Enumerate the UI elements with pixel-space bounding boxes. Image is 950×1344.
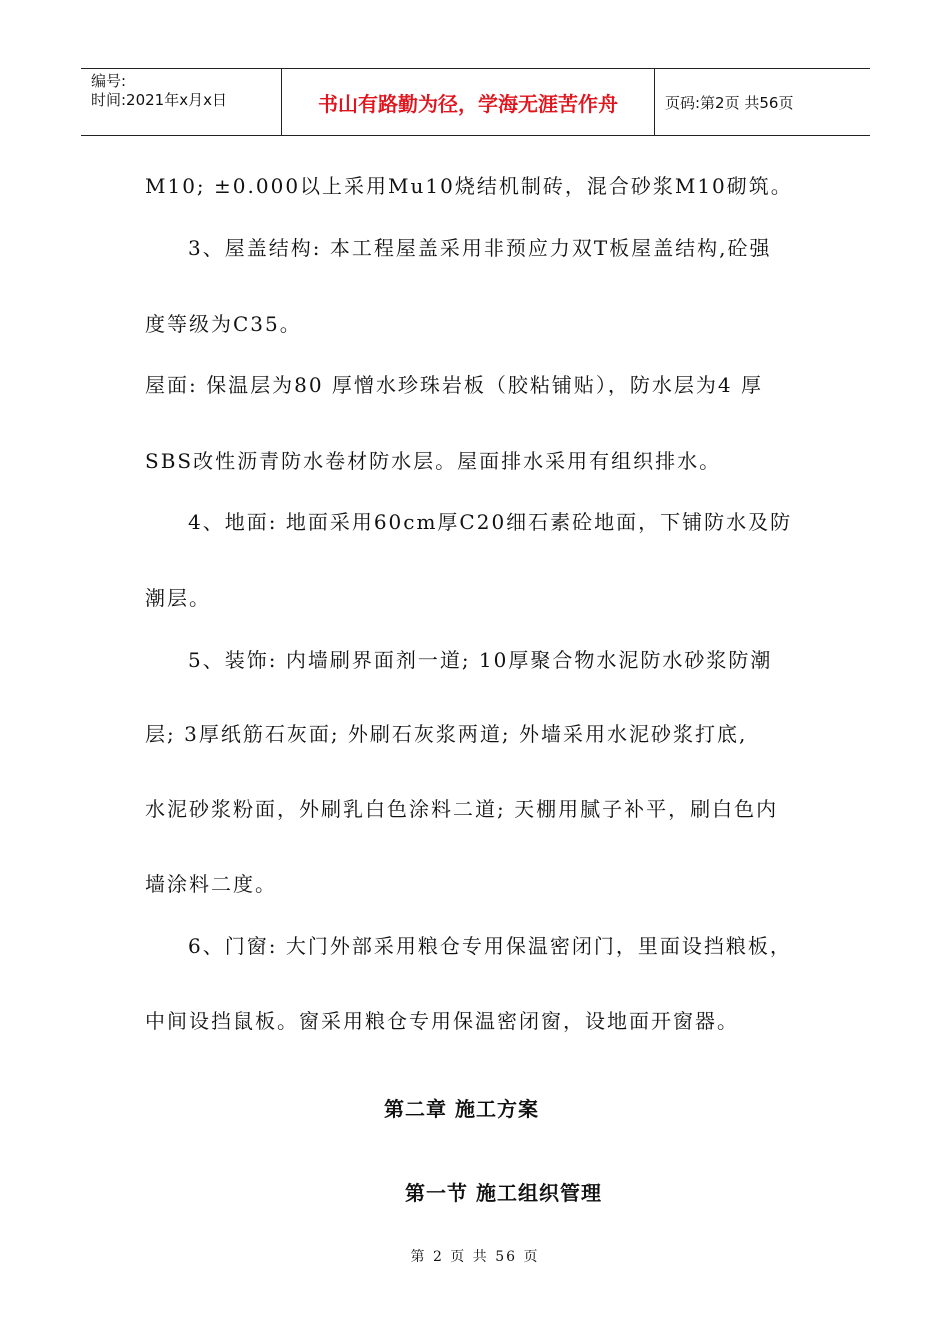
page-header bbox=[81, 68, 870, 136]
document-number-label: 编号: bbox=[91, 72, 127, 90]
body-line-5: SBS改性沥青防水卷材防水层。屋面排水采用有组织排水。 bbox=[145, 449, 722, 473]
header-page-info: 页码:第2页 共56页 bbox=[665, 93, 794, 112]
body-line-11: 墙涂料二度。 bbox=[145, 872, 277, 896]
body-line-10: 水泥砂浆粉面，外刷乳白色涂料二道; 天棚用腻子补平，刷白色内 bbox=[145, 797, 779, 821]
chapter-heading: 第二章 施工方案 bbox=[384, 1097, 539, 1121]
section-heading: 第一节 施工组织管理 bbox=[405, 1181, 602, 1205]
body-line-1: M10; ±0.000以上采用Mu10烧结机制砖，混合砂浆M10砌筑。 bbox=[145, 174, 793, 198]
header-motto: 书山有路勤为径，学海无涯苦作舟 bbox=[282, 69, 655, 135]
body-line-2: 3、屋盖结构: 本工程屋盖采用非预应力双T板屋盖结构,砼强 bbox=[188, 236, 772, 260]
document-date-label: 时间:2021年x月x日 bbox=[91, 91, 227, 109]
body-line-4: 屋面: 保温层为80 厚憎水珍珠岩板（胶粘铺贴），防水层为4 厚 bbox=[145, 373, 763, 397]
body-line-6: 4、地面: 地面采用60cm厚C20细石素砼地面，下铺防水及防 bbox=[188, 510, 793, 534]
body-line-13: 中间设挡鼠板。窗采用粮仓专用保温密闭窗，设地面开窗器。 bbox=[145, 1009, 739, 1033]
body-line-9: 层; 3厚纸筋石灰面; 外刷石灰浆两道; 外墙采用水泥砂浆打底, bbox=[145, 722, 748, 746]
body-line-3: 度等级为C35。 bbox=[145, 312, 302, 336]
header-meta bbox=[81, 69, 282, 135]
body-line-12: 6、门窗: 大门外部采用粮仓专用保温密闭门，里面设挡粮板， bbox=[188, 934, 792, 958]
body-line-7: 潮层。 bbox=[145, 586, 211, 610]
body-line-8: 5、装饰: 内墙刷界面剂一道; 10厚聚合物水泥防水砂浆防潮 bbox=[188, 648, 773, 672]
page-footer: 第 2 页 共 56 页 bbox=[410, 1249, 540, 1265]
